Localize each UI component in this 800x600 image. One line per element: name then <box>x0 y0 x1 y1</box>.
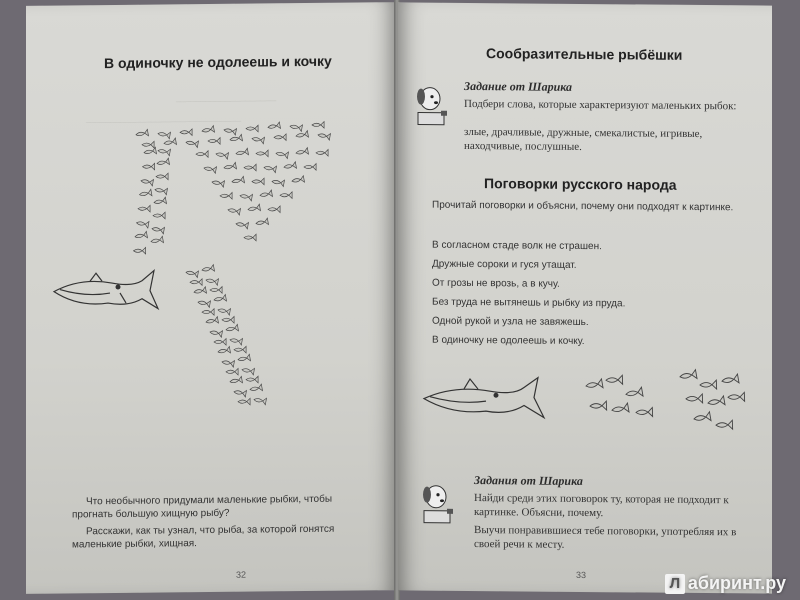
small-fish-mark <box>255 218 268 227</box>
small-fish-mark <box>263 164 276 172</box>
small-fish-mark <box>251 135 264 143</box>
small-fish-mark <box>274 134 286 141</box>
small-fish-mark <box>636 408 653 417</box>
small-fish-mark <box>721 374 739 386</box>
small-fish-mark <box>143 147 156 156</box>
task-1-text: Подбери слова, которые характеризуют маленьких рыбок: <box>464 97 737 113</box>
left-page-title: В одиночку не одолеешь и кочку <box>104 52 332 72</box>
small-fish-mark <box>693 412 711 424</box>
small-fish-mark <box>190 279 202 286</box>
small-fish-mark <box>246 125 258 132</box>
small-fish-mark <box>135 129 148 138</box>
small-fish-mark <box>217 307 230 315</box>
small-fish-mark <box>234 346 246 353</box>
right-page-title: Сообразительные рыбёшки <box>486 45 683 63</box>
small-fish-mark <box>136 220 149 228</box>
proverb-6: В одиночку не одолеешь и кочку. <box>432 334 585 347</box>
proverb-1: В согласном стаде волк не страшен. <box>432 239 602 253</box>
left-question-2: Расскажи, как ты узнал, что рыба, за которой гонятся маленькие рыбки, хищная. <box>72 523 335 551</box>
small-fish-mark <box>213 294 226 303</box>
small-fish-mark <box>140 177 153 185</box>
small-fish-mark <box>196 151 208 158</box>
watermark-logo: Л <box>665 574 685 594</box>
small-fish-mark <box>215 151 228 159</box>
small-fish-mark <box>143 163 155 170</box>
dog-icon <box>410 82 450 128</box>
small-fish-mark <box>229 134 242 143</box>
small-fish-mark <box>611 403 629 415</box>
small-fish-mark <box>256 150 268 157</box>
task-2-text-1: Найди среди этих поговорок ту, которая не подходит к картинке. Объясни, почему. <box>474 492 729 520</box>
small-fish-mark <box>229 337 242 345</box>
small-fish-mark <box>295 131 308 140</box>
small-fish-mark <box>244 164 256 171</box>
small-fish-mark <box>625 387 643 399</box>
small-fish-mark <box>163 138 176 147</box>
small-fish-mark <box>247 204 260 213</box>
small-fish-mark <box>235 220 248 228</box>
left-page-number: 32 <box>236 569 247 580</box>
right-page <box>398 2 772 593</box>
small-fish-mark <box>205 277 218 285</box>
small-fish-mark <box>217 346 230 355</box>
fish-school-illustration <box>126 120 356 422</box>
task-1-heading: Задание от Шарика <box>464 78 573 94</box>
proverb-2: Дружные сороки и гуся утащат. <box>432 258 577 271</box>
small-fish-mark <box>244 234 256 241</box>
dog-icon <box>416 481 456 527</box>
small-fish-mark <box>180 129 192 136</box>
small-fish-mark <box>238 398 250 405</box>
task-1-words: злые, драчливые, дружные, смекалистые, игривые, находчивые, послушные. <box>464 125 703 153</box>
small-fish-mark <box>267 122 280 131</box>
small-fish-mark <box>225 324 238 333</box>
small-fish-mark <box>679 370 697 382</box>
proverb-3: От грозы не врозь, а в кучу. <box>432 277 560 290</box>
task-2-heading: Задания от Шарика <box>474 473 583 488</box>
proverb-4: Без труда не вытянешь и рыбку из пруда. <box>432 296 626 310</box>
small-fish-mark <box>231 176 244 185</box>
small-fish-mark <box>700 380 717 389</box>
small-fish-mark <box>134 247 146 254</box>
small-fish-mark <box>203 165 216 173</box>
small-fish-mark <box>237 354 250 363</box>
right-page-number: 33 <box>576 569 587 581</box>
small-fish-mark <box>728 392 745 401</box>
small-fish-mark <box>193 287 206 296</box>
predator-fish-icon <box>420 373 550 428</box>
small-fish-mark <box>233 389 246 397</box>
small-fish-mark <box>585 379 603 391</box>
small-fish-mark <box>134 231 147 240</box>
small-fish-mark <box>185 139 198 147</box>
small-fish-mark <box>241 366 254 374</box>
small-fish-mark <box>271 178 284 186</box>
small-fish-mark <box>317 132 330 140</box>
task-2-text-2: Выучи понравившиеся тебе поговорки, употребляя их в своей речи к месту. <box>474 524 737 551</box>
small-fish-mark <box>220 192 232 199</box>
predator-fish-icon <box>50 263 160 324</box>
proverb-5: Одной рукой и узла не завяжешь. <box>432 315 589 329</box>
small-fish-mark <box>253 396 266 404</box>
bleed-through-text: _______________________________ <box>86 111 242 124</box>
small-fish-mark <box>142 141 154 148</box>
small-fish-mark <box>226 368 238 375</box>
small-fish-mark <box>156 173 168 180</box>
small-fish-mark <box>304 164 316 171</box>
small-fish-mark <box>205 317 218 326</box>
small-fish-mark <box>295 148 308 157</box>
small-fish-mark <box>201 126 214 135</box>
small-fish-mark <box>316 149 328 156</box>
small-fish-mark <box>154 186 167 194</box>
small-fish-mark <box>157 130 170 138</box>
small-fish-mark <box>223 162 236 171</box>
left-question-1: Что необычного придумали маленькие рыбки, чтобы прогнать большую хищную рыбу? <box>72 493 333 521</box>
bleed-through-text: ____________________ <box>176 91 277 103</box>
small-fish-mark <box>235 148 248 157</box>
small-fish-mark <box>275 150 288 158</box>
small-fish-mark <box>210 287 222 294</box>
small-fish-mark <box>259 190 272 199</box>
small-fish-mark <box>223 127 236 135</box>
small-fish-mark <box>246 376 258 383</box>
small-fish-mark <box>197 299 210 307</box>
small-fish-mark <box>252 178 264 185</box>
watermark-text: абиринт.ру <box>687 573 786 593</box>
small-fish-mark <box>185 269 198 277</box>
small-fish-mark <box>150 236 163 245</box>
small-fish-mark <box>138 205 150 212</box>
small-fish-mark <box>156 158 169 167</box>
small-fish-mark <box>153 197 166 206</box>
small-fish-mark <box>211 179 224 187</box>
section-title: Поговорки русского народа <box>484 175 677 193</box>
proverbs-intro: Прочитай поговорки и объясни, почему они подходят к картинке. <box>432 199 734 214</box>
small-fish-mark <box>249 384 262 393</box>
small-fish-mark <box>280 192 292 199</box>
small-fish-mark <box>202 309 214 316</box>
small-fish-mark <box>201 265 214 274</box>
small-fish-mark <box>268 206 280 213</box>
small-fish-mark <box>227 207 240 215</box>
small-fish-mark <box>208 138 220 145</box>
small-fish-mark <box>606 375 623 384</box>
small-fish-mark <box>229 376 242 385</box>
small-fish-mark <box>283 162 296 171</box>
small-fish-group-illustration <box>576 366 756 440</box>
small-fish-mark <box>139 189 152 198</box>
small-fish-mark <box>209 329 222 337</box>
small-fish-mark <box>222 316 234 323</box>
small-fish-mark <box>291 176 304 185</box>
small-fish-mark <box>157 147 170 155</box>
site-watermark <box>665 573 786 594</box>
small-fish-mark <box>214 339 226 346</box>
small-fish-mark <box>289 123 302 131</box>
small-fish-mark <box>707 396 725 408</box>
small-fish-mark <box>686 394 703 403</box>
left-page <box>26 2 396 594</box>
small-fish-mark <box>153 212 165 219</box>
small-fish-mark <box>151 225 164 233</box>
small-fish-mark <box>239 192 252 200</box>
small-fish-mark <box>590 401 607 410</box>
small-fish-mark <box>221 359 234 367</box>
small-fish-mark <box>716 420 733 429</box>
small-fish-mark <box>312 122 324 129</box>
